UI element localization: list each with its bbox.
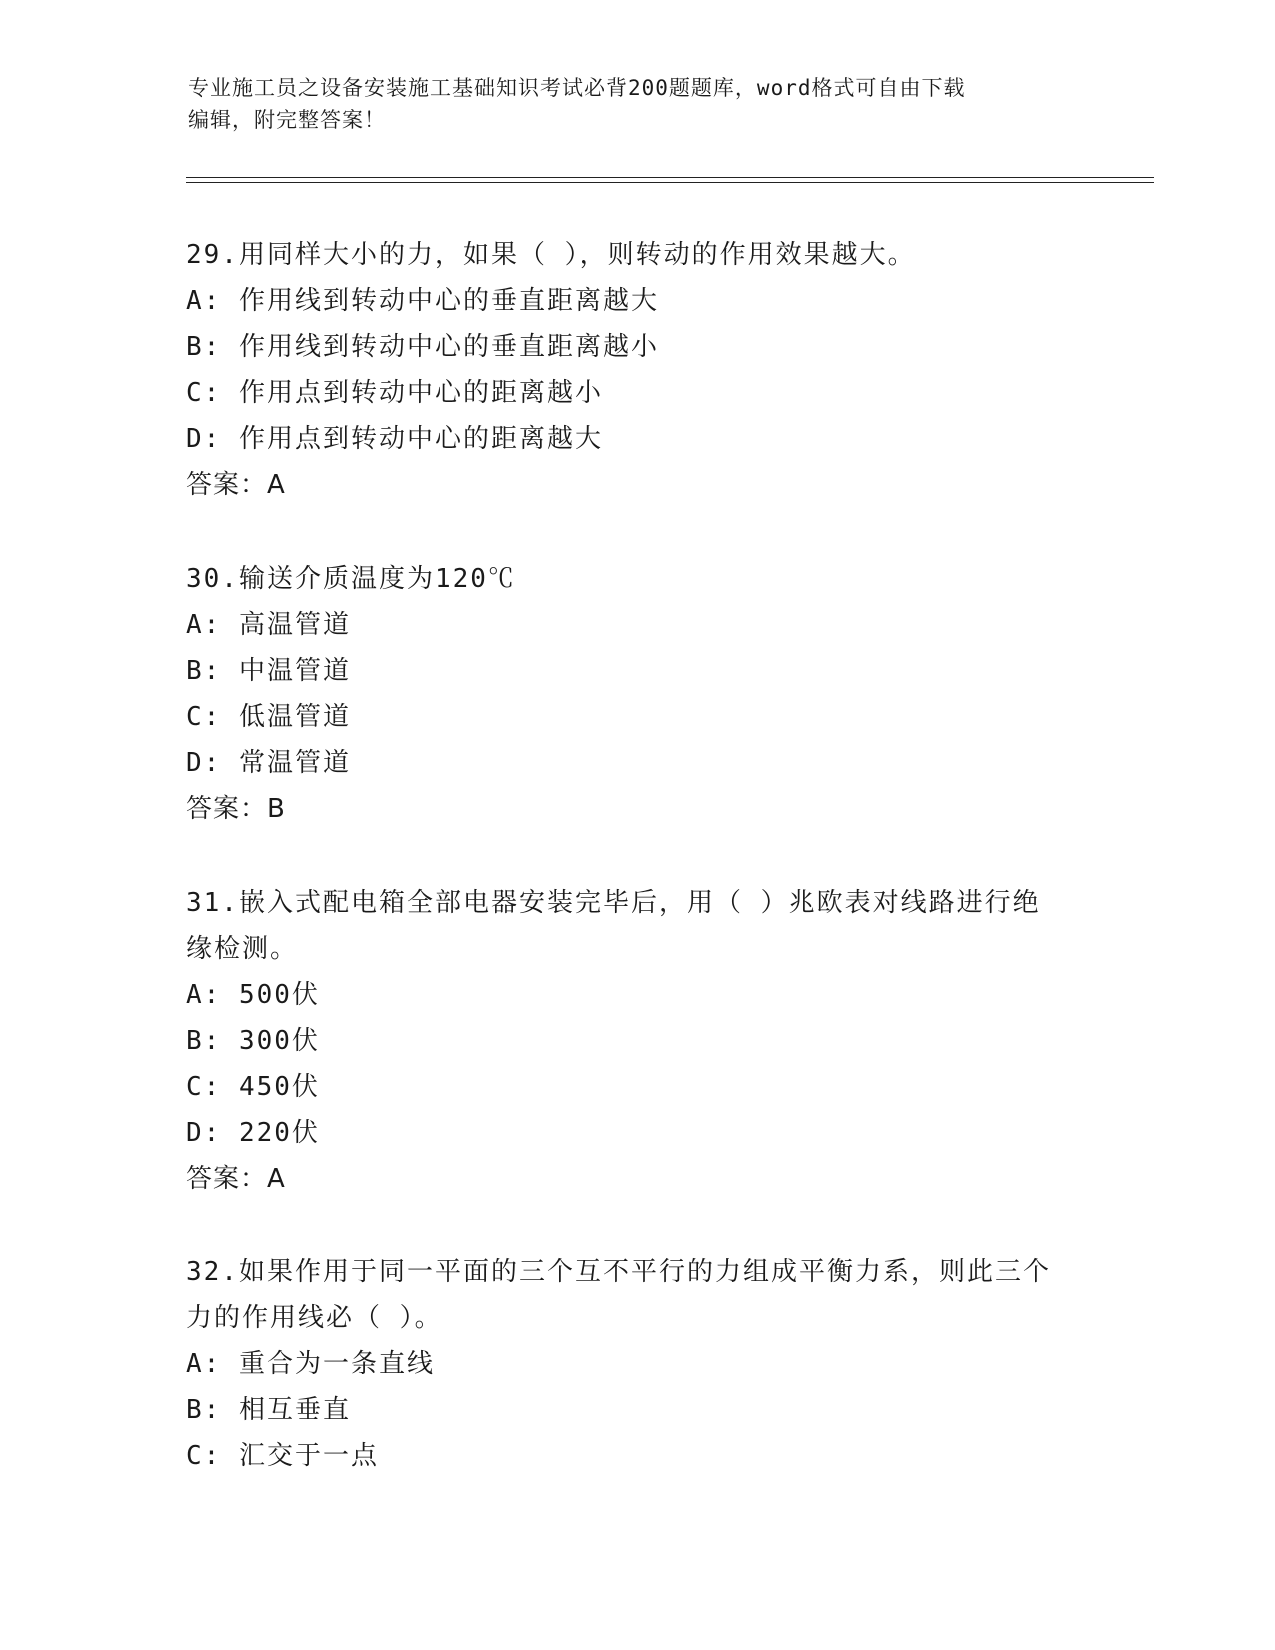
- question-stem: 29.用同样大小的力，如果（ ），则转动的作用效果越大。: [186, 240, 916, 270]
- header-divider-bottom: [186, 182, 1154, 183]
- question-30: [186, 556, 1086, 832]
- option-d: D: 220伏: [186, 1118, 320, 1148]
- option-a: A: 重合为一条直线: [186, 1349, 435, 1379]
- option-b: B: 300伏: [186, 1026, 320, 1056]
- option-b: B: 中温管道: [186, 656, 351, 686]
- answer-label: 答案：A: [186, 470, 286, 500]
- option-b: B: 相互垂直: [186, 1395, 351, 1425]
- header-divider-top: [186, 177, 1154, 178]
- answer-label: 答案：B: [186, 794, 286, 824]
- option-a: A: 高温管道: [186, 610, 351, 640]
- option-c: C: 低温管道: [186, 702, 351, 732]
- option-a: A: 500伏: [186, 980, 320, 1010]
- option-c: C: 作用点到转动中心的距离越小: [186, 378, 603, 408]
- header-title-line2: 编辑，附完整答案！: [188, 108, 386, 132]
- document-header: [188, 72, 1068, 136]
- option-c: C: 汇交于一点: [186, 1441, 379, 1471]
- question-stem-line1: 31.嵌入式配电箱全部电器安装完毕后，用（ ）兆欧表对线路进行绝: [186, 888, 1041, 918]
- question-stem-line2: 缘检测。: [186, 934, 299, 964]
- question-stem-line2: 力的作用线必（ ）。: [186, 1303, 443, 1333]
- header-title-line1: 专业施工员之设备安装施工基础知识考试必背200题题库，word格式可自由下载: [188, 76, 966, 100]
- option-b: B: 作用线到转动中心的垂直距离越小: [186, 332, 659, 362]
- option-a: A: 作用线到转动中心的垂直距离越大: [186, 286, 659, 316]
- question-stem-line1: 32.如果作用于同一平面的三个互不平行的力组成平衡力系，则此三个: [186, 1257, 1051, 1287]
- option-c: C: 450伏: [186, 1072, 320, 1102]
- question-32: [186, 1249, 1086, 1479]
- answer-label: 答案：A: [186, 1164, 286, 1194]
- question-stem: 30.输送介质温度为120℃: [186, 564, 516, 594]
- option-d: D: 常温管道: [186, 748, 351, 778]
- question-29: [186, 232, 1086, 508]
- question-31: [186, 880, 1086, 1202]
- option-d: D: 作用点到转动中心的距离越大: [186, 424, 603, 454]
